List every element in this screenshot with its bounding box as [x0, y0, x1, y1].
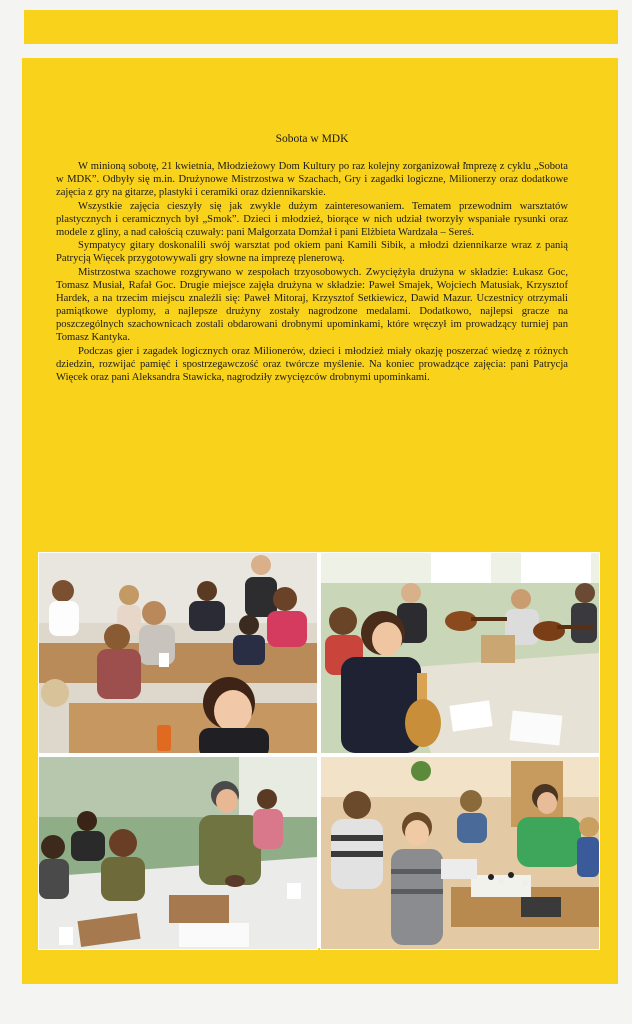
photo-guitar-workshop	[320, 552, 600, 754]
photo-ceramics-workshop	[38, 756, 318, 950]
paragraph-2: Wszystkie zajęcia cieszyły się jak zwykle dużym zainteresowaniem. Tematem przewodnim warsztatów plastycznych i ceramicznych był „Smok”. Dzieci i młodzież, biorące w nich udział tworzyły wspaniałe rysunki oraz modele z gliny, a nad całością czuwały: pani Małgorzata Domżał i pani Elżbieta Wardzała – Sereś.	[56, 200, 568, 238]
photo-chess-tournament	[320, 756, 600, 950]
photo-collage	[38, 552, 600, 948]
photo-children-at-tables	[38, 552, 318, 754]
paragraph-3: Sympatycy gitary doskonalili swój warsztat pod okiem pani Kamili Sibik, a młodzi dziennikarze wraz z panią Patrycją Więcek przygotowywali gry słowne na imprezę plenerową.	[56, 240, 568, 265]
paragraph-4: Mistrzostwa szachowe rozgrywano w zespołach trzyosobowych. Zwyciężyła drużyna w składzie: Łukasz Goc, Tomasz Musiał, Rafał Goc. Drugie miejsce zajęła drużyna w składzie: Paweł Smajek, Wojciech Matusiak, Krzysztof Hardek, a na trzecim miejscu znaleźli się: Paweł Mitoraj, Krzysztof Setkiewicz, Dawid Mazur. Uczestnicy otrzymali pamiątkowe dyplomy, a najlepsze drużyny zostały nagrodzone medalami. Dodatkowo, najlepsi gracze na poszczególnych szachownicach zostali obdarowani drobnymi upominkami, które wręczył im prowadzący turniej pan Tomasz Kantyka.	[56, 267, 568, 343]
paragraph-5: Podczas gier i zagadek logicznych oraz Milionerów, dzieci i młodzież miały okazję poszerzać wiedzę z różnych dziedzin, rozwijać pamięć i spostrzegawczość oraz twórcze myślenie. Na koniec prowadzące zajęcia: pani Patrycja Więcek oraz pani Aleksandra Stawicka, nagrodziły zwycięzców drobnymi upominkami.	[56, 345, 568, 383]
paragraph-1: W minioną sobotę, 21 kwietnia, Młodzieżowy Dom Kultury po raz kolejny zorganizował imprezę z cyklu „Sobota w MDK”. Odbyły się m.in. Drużynowe Mistrzostwa w Szachach, Gry i zagadki logiczne, Milionerzy oraz dodatkowe zajęcia z gry na gitarze, plastyki i ceramiki oraz dziennikarskie.	[56, 161, 568, 198]
article	[56, 133, 568, 385]
article-title: Sobota w MDK	[275, 133, 349, 145]
top-yellow-band	[24, 10, 618, 44]
